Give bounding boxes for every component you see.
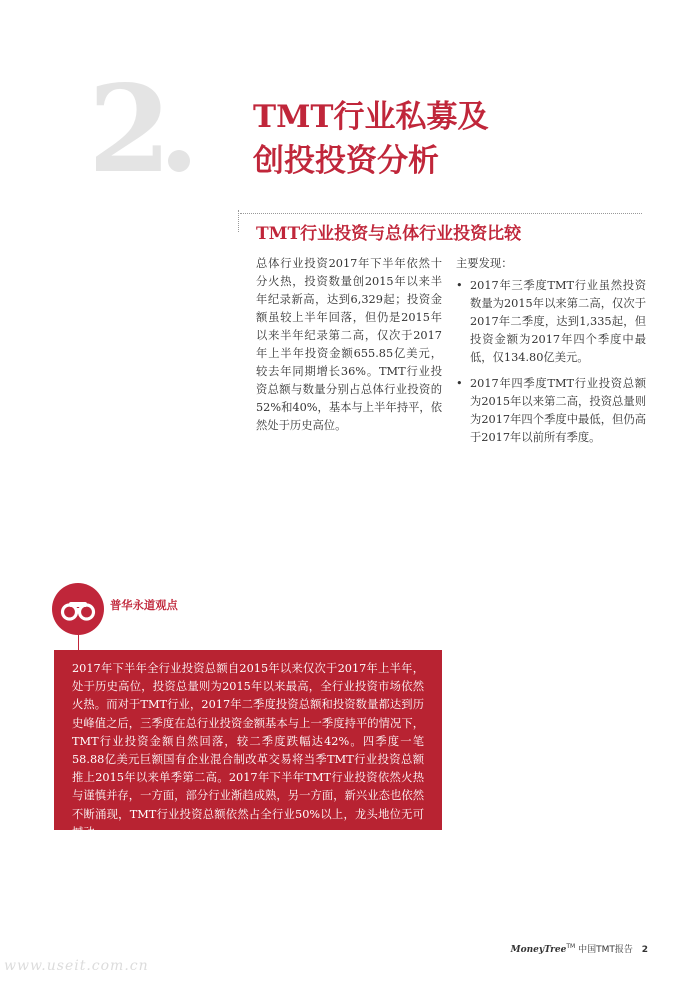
key-findings xyxy=(456,255,646,455)
section-title-line1: TMT行业私募及 xyxy=(253,99,489,135)
dotted-divider xyxy=(240,213,642,214)
page-number: 2 xyxy=(641,945,648,955)
binoculars-icon xyxy=(52,583,104,635)
page-footer xyxy=(511,940,648,957)
section-title xyxy=(253,95,488,183)
bullet-icon: • xyxy=(456,279,463,292)
section-number: 2 xyxy=(88,59,168,200)
footer-report-name: 中国TMT报告 xyxy=(578,945,633,955)
finding-item xyxy=(456,375,646,447)
key-findings-list xyxy=(456,277,646,447)
viewpoint-box xyxy=(54,650,442,839)
viewpoint-label: 普华永道观点 xyxy=(110,598,178,612)
section-title-line2: 创投投资分析 xyxy=(253,143,439,179)
finding-text: 2017年三季度TMT行业虽然投资数量为2015年以来第二高，仅次于2017年二季度，达到1,335起，但投资金额为2017年四个季度中最低，仅134.80亿美元。 xyxy=(470,279,646,364)
summary-paragraph: 总体行业投资2017年下半年依然十分火热，投资数量创2015年以来半年纪录新高，达到6,329起；投资金额虽较上半年回落，但仍是2015年以来半年纪录第二高，仅次于2017年上半年投资金额655.85亿美元，较去年同期增长36%。TMT行业投资总额与数量分别占总体行业投资的52%和40%，基本与上半年持平，依然处于历史高位。 xyxy=(256,257,442,432)
footer-trademark: TM xyxy=(566,943,576,950)
key-findings-label: 主要发现： xyxy=(456,257,513,270)
bullet-icon: • xyxy=(456,377,463,390)
footer-brand: MoneyTree xyxy=(510,945,567,955)
section-number-dot xyxy=(168,150,190,172)
finding-text: 2017年四季度TMT行业投资总额为2015年以来第二高，投资总量则为2017年四个季度中最低，但仍高于2017年以前所有季度。 xyxy=(470,377,646,444)
viewpoint-text: 2017年下半年全行业投资总额自2015年以来仅次于2017年上半年，处于历史高位，投资总量则为2015年以来最高，全行业投资市场依然火热。而对于TMT行业，2017年二季度投资总额和投资数量都达到历史峰值之后，三季度在总行业投资金额基本与上一季度持平的情况下，TMT行业投资金额自然回落，较二季度跌幅达42%。四季度一笔58.88亿美元巨额国有企业混合制改革交易将当季TMT行业投资总额推上2015年以来单季第二高。2017年下半年TMT行业投资依然火热与谨慎并存，一方面，部分行业渐趋成熟，另一方面，新兴业态也依然不断涌现，TMT行业投资总额依然占全行业50%以上，龙头地位无可撼动。 xyxy=(72,662,424,839)
watermark: www.useit.com.cn xyxy=(4,958,149,974)
subsection-title: TMT行业投资与总体行业投资比较 xyxy=(256,224,522,244)
finding-item xyxy=(456,277,646,367)
